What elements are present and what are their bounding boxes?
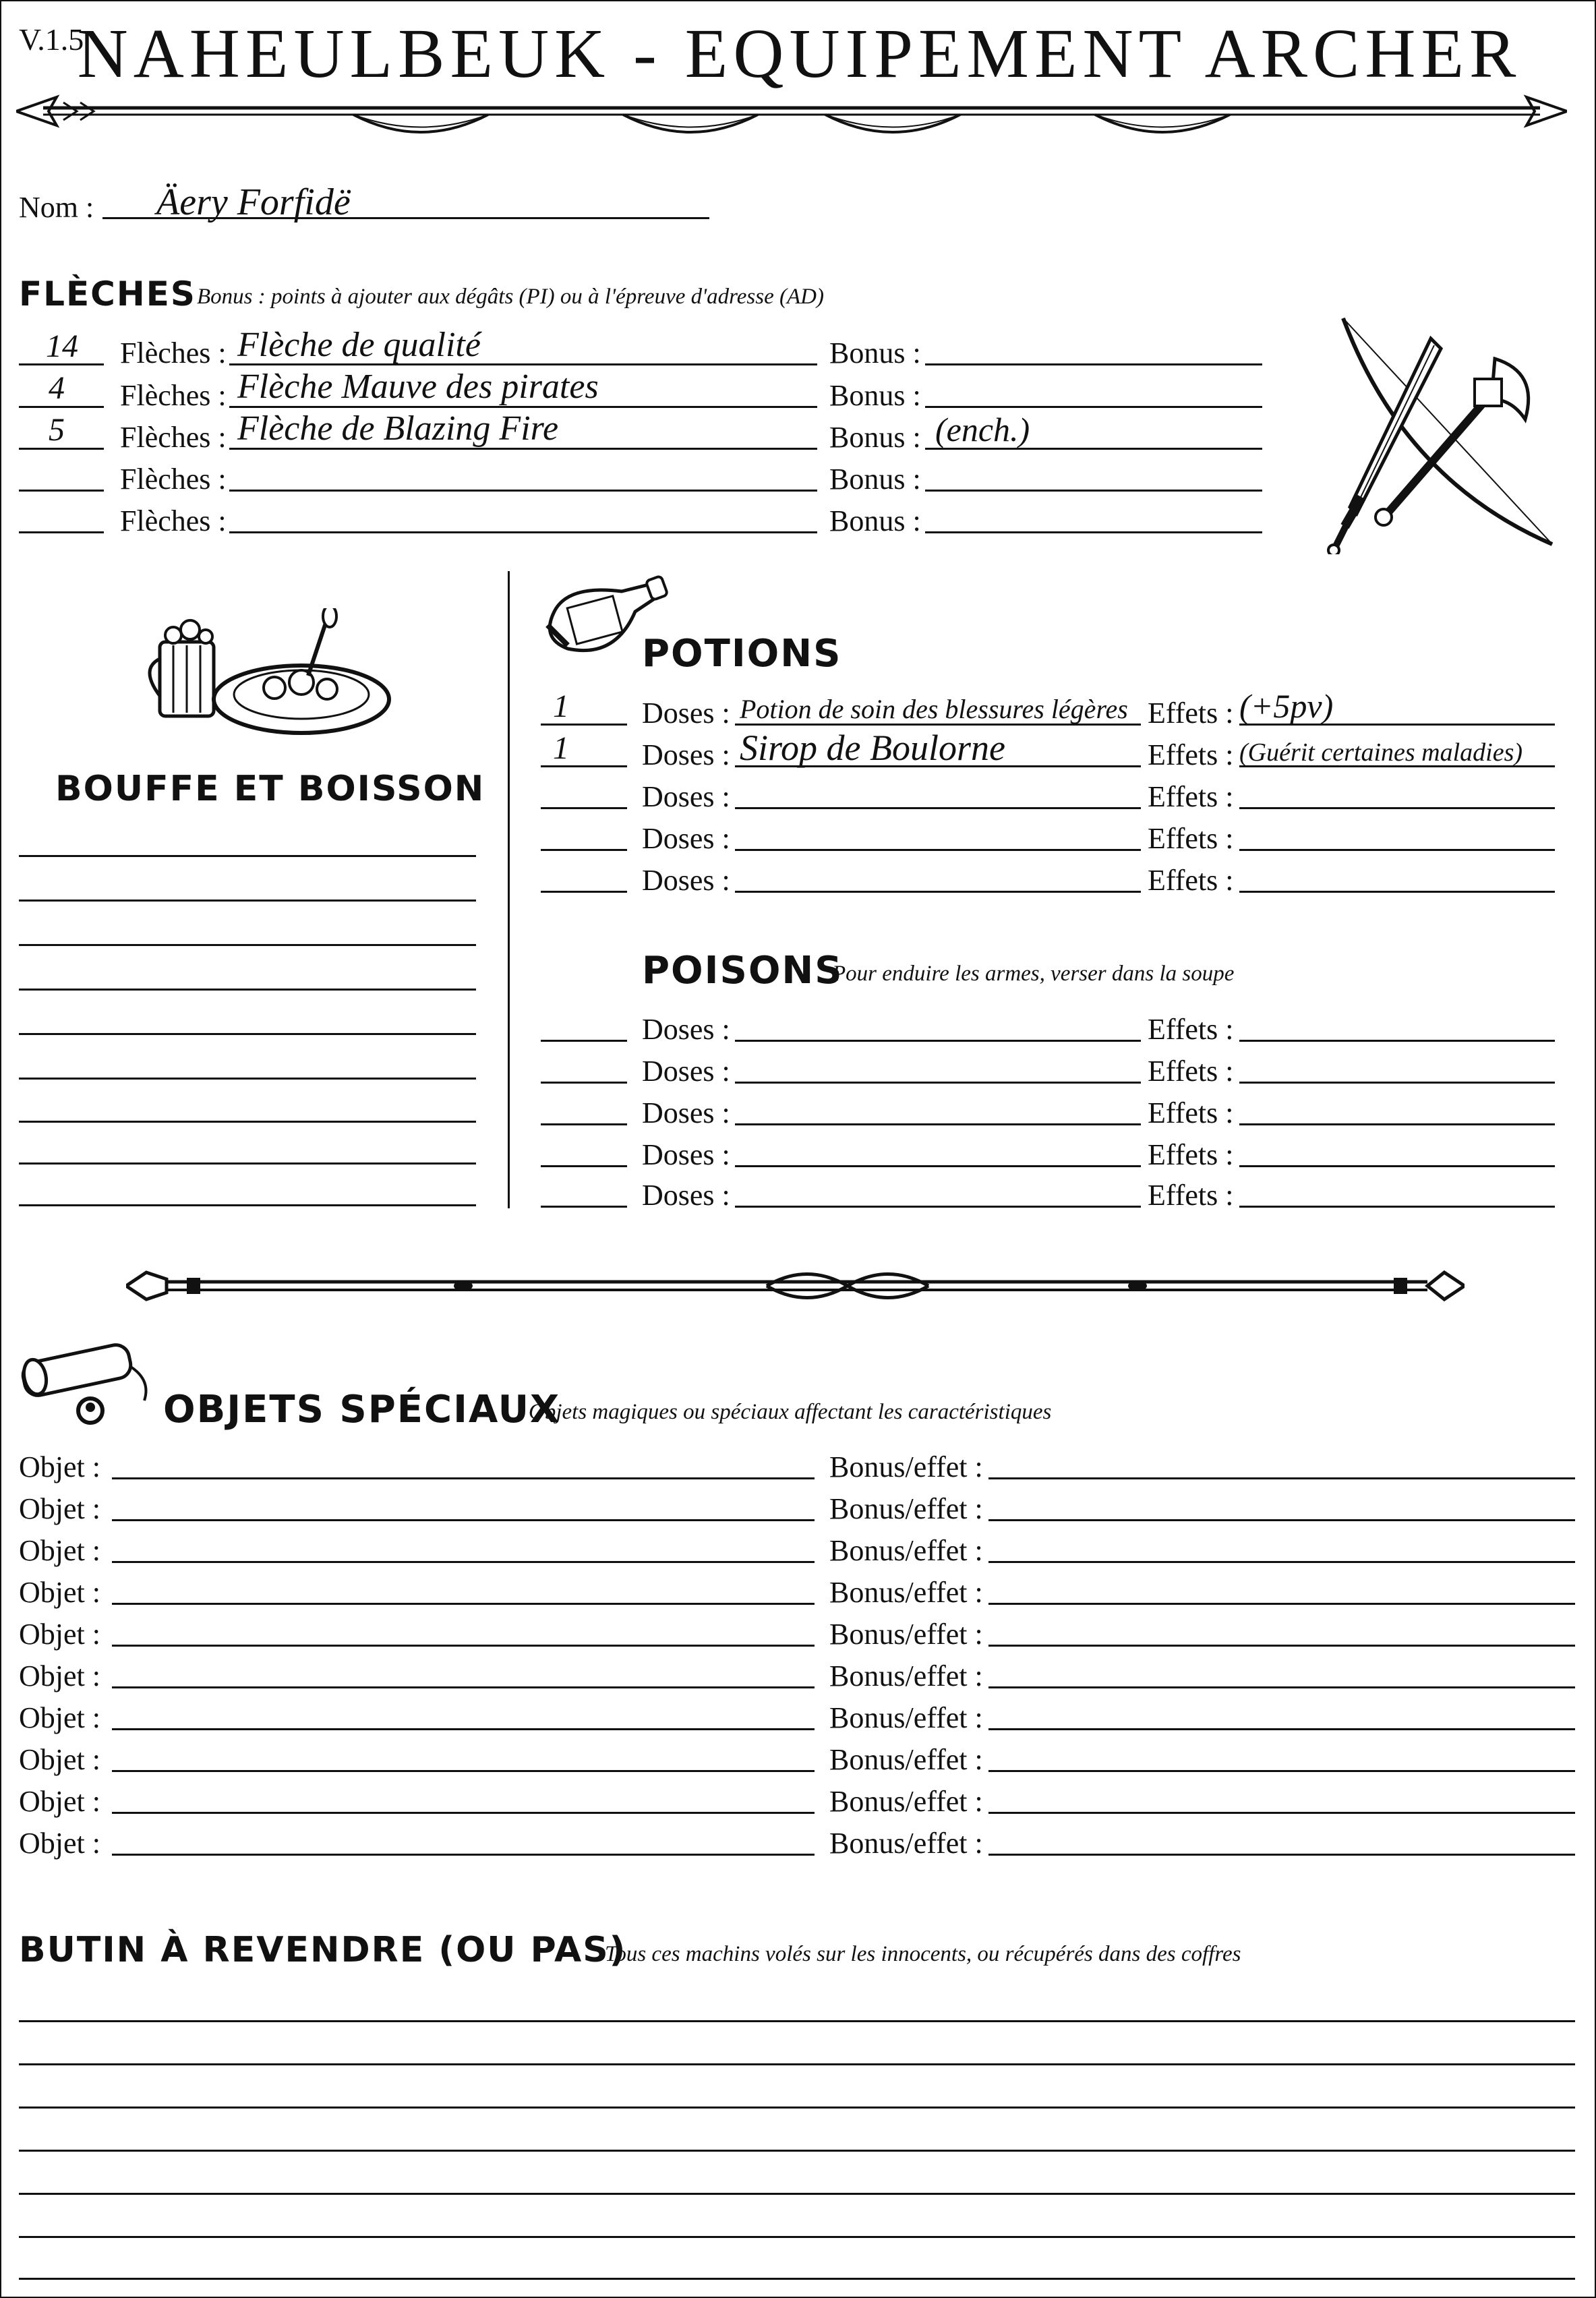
objet-label: Objet : [19, 1785, 100, 1818]
bonus-label: Bonus : [829, 463, 921, 496]
fleche-qty-field[interactable] [19, 531, 104, 533]
bouffe-line[interactable] [19, 1078, 476, 1080]
nom-value: Äery Forfidë [156, 181, 351, 223]
butin-line[interactable] [19, 2150, 1575, 2152]
potion-qty-field[interactable] [541, 891, 627, 893]
potion-name-field[interactable] [735, 849, 1141, 851]
bonus-effet-field[interactable] [988, 1854, 1575, 1856]
effets-label: Effets : [1148, 780, 1234, 813]
staff-divider-icon [126, 1259, 1465, 1313]
bouffe-heading: BOUFFE ET BOISSON [55, 769, 485, 809]
doses-label: Doses : [642, 1179, 730, 1212]
poison-effect-field[interactable] [1239, 1123, 1555, 1125]
effets-label: Effets : [1148, 697, 1234, 730]
objet-label: Objet : [19, 1492, 100, 1525]
butin-line[interactable] [19, 2106, 1575, 2109]
fleche-label: Flèches : [120, 379, 227, 412]
poison-name-field[interactable] [735, 1165, 1141, 1167]
nom-label: Nom : [19, 191, 94, 224]
fleche-name: Flèche de Blazing Fire [237, 409, 559, 448]
butin-line[interactable] [19, 2020, 1575, 2022]
bonus-effet-label: Bonus/effet : [829, 1659, 983, 1692]
version-label: V.1.5 [19, 22, 84, 57]
potion-effect: (Guérit certaines maladies) [1239, 738, 1523, 767]
food-beer-icon [140, 608, 396, 743]
potion-effect-field[interactable] [1239, 807, 1555, 809]
objet-field[interactable] [112, 1645, 815, 1647]
objet-field[interactable] [112, 1477, 815, 1479]
doses-label: Doses : [642, 1013, 730, 1046]
bonus-field[interactable] [925, 531, 1262, 533]
bonus-effet-field[interactable] [988, 1686, 1575, 1688]
bonus-effet-field[interactable] [988, 1603, 1575, 1605]
poison-name-field[interactable] [735, 1040, 1141, 1042]
bonus-label: Bonus : [829, 379, 921, 412]
butin-heading: BUTIN À REVENDRE (OU PAS) [19, 1930, 627, 1970]
doses-label: Doses : [642, 1096, 730, 1129]
fleche-name: Flèche de qualité [237, 326, 481, 364]
objet-field[interactable] [112, 1561, 815, 1563]
bouffe-line[interactable] [19, 1162, 476, 1165]
effets-label: Effets : [1148, 1096, 1234, 1129]
fleche-qty: 5 [49, 412, 65, 448]
bouffe-line[interactable] [19, 989, 476, 991]
bonus-effet-label: Bonus/effet : [829, 1492, 983, 1525]
objet-label: Objet : [19, 1743, 100, 1776]
poison-qty-field[interactable] [541, 1123, 627, 1125]
poison-effect-field[interactable] [1239, 1082, 1555, 1084]
poison-qty-field[interactable] [541, 1206, 627, 1208]
poisons-subtitle: Pour enduire les armes, verser dans la soupe [832, 962, 1235, 986]
butin-line[interactable] [19, 2063, 1575, 2065]
objet-field[interactable] [112, 1519, 815, 1521]
bonus-effet-field[interactable] [988, 1477, 1575, 1479]
objet-label: Objet : [19, 1534, 100, 1567]
effets-label: Effets : [1148, 864, 1234, 897]
fleche-label: Flèches : [120, 463, 227, 496]
effets-label: Effets : [1148, 1013, 1234, 1046]
bonus-effet-field[interactable] [988, 1561, 1575, 1563]
bouffe-line[interactable] [19, 944, 476, 946]
doses-label: Doses : [642, 780, 730, 813]
poison-name-field[interactable] [735, 1123, 1141, 1125]
fleche-label: Flèches : [120, 421, 227, 454]
potions-heading: POTIONS [642, 632, 842, 676]
doses-label: Doses : [642, 1138, 730, 1171]
objet-label: Objet : [19, 1618, 100, 1651]
doses-label: Doses : [642, 864, 730, 897]
fleches-heading: FLÈCHES [19, 274, 196, 314]
bonus-effet-label: Bonus/effet : [829, 1743, 983, 1776]
potion-effect-field[interactable] [1239, 891, 1555, 893]
fleche-label: Flèches : [120, 504, 227, 537]
fleche-name-field[interactable] [229, 531, 817, 533]
butin-line[interactable] [19, 2236, 1575, 2238]
bonus-field[interactable] [925, 490, 1262, 492]
bonus-effet-field[interactable] [988, 1519, 1575, 1521]
arrow-divider-icon [16, 89, 1567, 150]
fleche-qty: 14 [46, 328, 78, 364]
doses-label: Doses : [642, 1055, 730, 1088]
bouffe-line[interactable] [19, 1204, 476, 1206]
bonus-value: (ench.) [935, 411, 1030, 448]
bow-swords-icon [1323, 312, 1566, 554]
potion-qty: 1 [553, 730, 569, 766]
doses-label: Doses : [642, 822, 730, 855]
potion-effect-field[interactable] [1239, 849, 1555, 851]
bouffe-line[interactable] [19, 1121, 476, 1123]
bonus-field[interactable] [925, 406, 1262, 408]
bouffe-line[interactable] [19, 1033, 476, 1035]
potion-name: Sirop de Boulorne [740, 728, 1005, 768]
page-title: NAHEULBEUK - EQUIPEMENT ARCHER [77, 15, 1522, 92]
doses-label: Doses : [642, 697, 730, 730]
potion-name-field[interactable] [735, 891, 1141, 893]
bonus-effet-label: Bonus/effet : [829, 1618, 983, 1651]
butin-line[interactable] [19, 2278, 1575, 2280]
bonus-effet-label: Bonus/effet : [829, 1701, 983, 1734]
objet-label: Objet : [19, 1576, 100, 1609]
fleche-qty-field[interactable] [19, 490, 104, 492]
objet-label: Objet : [19, 1450, 100, 1483]
fleche-name: Flèche Mauve des pirates [237, 367, 599, 406]
objet-field[interactable] [112, 1603, 815, 1605]
fleche-qty: 4 [49, 370, 65, 406]
objet-field[interactable] [112, 1770, 815, 1772]
bonus-label: Bonus : [829, 421, 921, 454]
poison-effect-field[interactable] [1239, 1040, 1555, 1042]
bonus-effet-field[interactable] [988, 1812, 1575, 1814]
potion-name-field[interactable] [735, 807, 1141, 809]
poison-name-field[interactable] [735, 1206, 1141, 1208]
poison-name-field[interactable] [735, 1082, 1141, 1084]
bonus-effet-label: Bonus/effet : [829, 1827, 983, 1860]
poison-effect-field[interactable] [1239, 1165, 1555, 1167]
objet-field[interactable] [112, 1812, 815, 1814]
potion-qty-field[interactable] [541, 807, 627, 809]
bonus-effet-field[interactable] [988, 1770, 1575, 1772]
bonus-field[interactable] [925, 363, 1262, 365]
objets-subtitle: Objets magiques ou spéciaux affectant les caractéristiques [529, 1400, 1052, 1424]
butin-subtitle: Tous ces machins volés sur les innocents, ou récupérés dans des coffres [605, 1942, 1241, 1966]
objet-field[interactable] [112, 1728, 815, 1730]
potion-effect: (+5pv) [1239, 687, 1334, 725]
objet-label: Objet : [19, 1659, 100, 1692]
bonus-label: Bonus : [829, 336, 921, 370]
objet-field[interactable] [112, 1686, 815, 1688]
potion-name: Potion de soin des blessures légères [740, 694, 1128, 724]
effets-label: Effets : [1148, 738, 1234, 771]
bonus-effet-label: Bonus/effet : [829, 1576, 983, 1609]
bonus-effet-field[interactable] [988, 1645, 1575, 1647]
fleche-label: Flèches : [120, 336, 227, 370]
objet-field[interactable] [112, 1854, 815, 1856]
objet-label: Objet : [19, 1827, 100, 1860]
effets-label: Effets : [1148, 1138, 1234, 1171]
effets-label: Effets : [1148, 1179, 1234, 1212]
potion-qty: 1 [553, 688, 569, 724]
doses-label: Doses : [642, 738, 730, 771]
scroll-ring-icon [16, 1340, 158, 1427]
fleche-name-field[interactable] [229, 490, 817, 492]
objet-label: Objet : [19, 1701, 100, 1734]
column-divider [508, 571, 510, 1208]
butin-line[interactable] [19, 2193, 1575, 2195]
potion-qty-field[interactable] [541, 849, 627, 851]
poisons-heading: POISONS [642, 949, 844, 993]
bouffe-line[interactable] [19, 900, 476, 902]
poison-qty-field[interactable] [541, 1082, 627, 1084]
bonus-label: Bonus : [829, 504, 921, 537]
fleches-subtitle: Bonus : points à ajouter aux dégâts (PI) ou à l'épreuve d'adresse (AD) [197, 285, 824, 309]
poison-qty-field[interactable] [541, 1165, 627, 1167]
effets-label: Effets : [1148, 822, 1234, 855]
bouffe-line[interactable] [19, 855, 476, 857]
bonus-effet-field[interactable] [988, 1728, 1575, 1730]
poison-qty-field[interactable] [541, 1040, 627, 1042]
bonus-effet-label: Bonus/effet : [829, 1785, 983, 1818]
bonus-effet-label: Bonus/effet : [829, 1534, 983, 1567]
objets-heading: OBJETS SPÉCIAUX [163, 1388, 561, 1432]
poison-effect-field[interactable] [1239, 1206, 1555, 1208]
bonus-effet-label: Bonus/effet : [829, 1450, 983, 1483]
effets-label: Effets : [1148, 1055, 1234, 1088]
